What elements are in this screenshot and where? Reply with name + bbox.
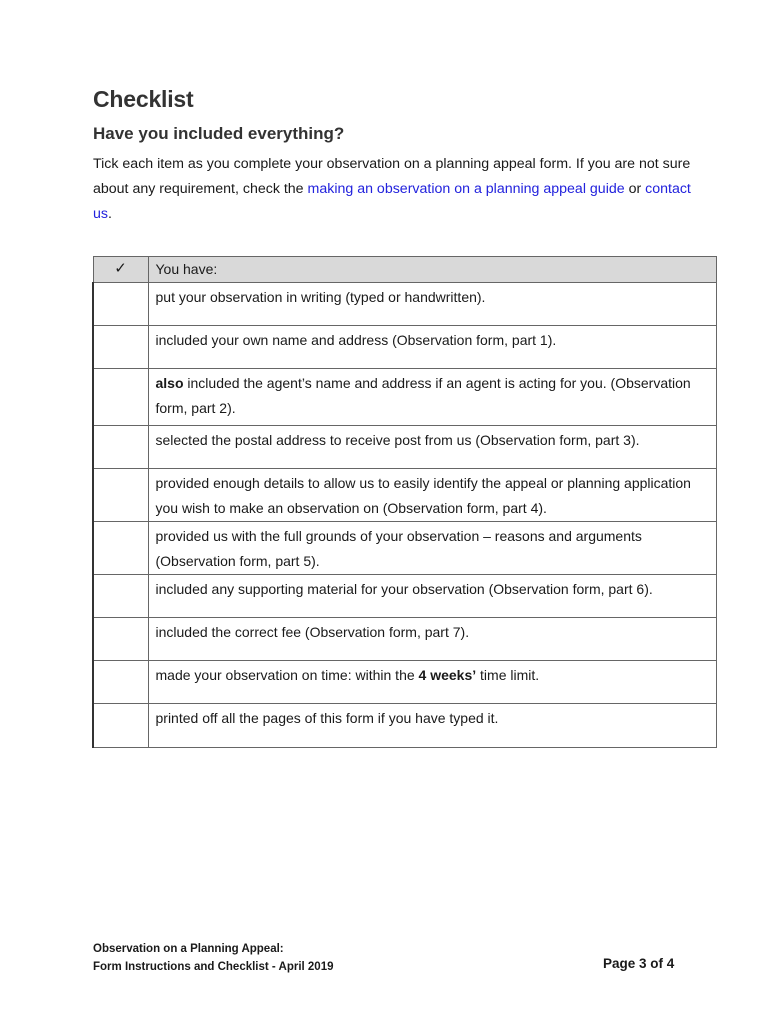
checklist-item-text: provided enough details to allow us to easily identify the appeal or planning application you wish to make an observation on (Observation form, part 4). [155, 475, 691, 516]
page-subtitle: Have you included everything? [93, 124, 345, 143]
checklist-item-text: included the correct fee (Observation form, part 7). [155, 624, 470, 640]
intro-text-3: . [107, 206, 112, 222]
footer-line-1: Observation on a Planning Appeal: [93, 943, 284, 955]
checklist-row [93, 469, 717, 522]
checklist-item-text: included the agent’s name and address if an agent is acting for you. (Observation form, part 2). [155, 375, 691, 416]
checklist-row [93, 326, 717, 369]
checklist-row [93, 522, 717, 575]
footer-line-2: Form Instructions and Checklist - April 2019 [93, 961, 334, 973]
checklist-checkbox-2[interactable] [93, 326, 148, 369]
checklist-item-5 [148, 469, 717, 522]
checklist-checkbox-10[interactable] [93, 704, 148, 748]
checklist-row [93, 704, 717, 748]
checklist-item-text: selected the postal address to receive post from us (Observation form, part 3). [155, 432, 640, 448]
checklist-item-7 [148, 575, 717, 618]
checklist-item-3 [148, 369, 717, 426]
checklist-checkbox-9[interactable] [93, 661, 148, 704]
checklist-row [93, 618, 717, 661]
checklist-item-8 [148, 618, 717, 661]
checkmark-icon: ✓ [114, 260, 127, 277]
checklist-item-bold: 4 weeks’ [418, 667, 477, 683]
checklist-item-text: included any supporting material for your observation (Observation form, part 6). [155, 581, 653, 597]
checklist-item-4 [148, 426, 717, 469]
checklist-row [93, 283, 717, 326]
checklist-item-text: printed off all the pages of this form if you have typed it. [155, 710, 499, 726]
you-have-header: You have: [148, 257, 717, 283]
intro-text-2: or [624, 181, 646, 197]
checklist-item-tail: time limit. [476, 667, 540, 683]
checklist-header-row [93, 257, 717, 283]
checklist-checkbox-4[interactable] [93, 426, 148, 469]
checklist-item-text: included your own name and address (Observation form, part 1). [155, 332, 557, 348]
intro-text-1: Tick each item as you complete your observation on a planning appeal form. If you are not sure about any requirement, check the [93, 156, 691, 197]
page-number: Page 3 of 4 [603, 956, 675, 971]
tick-column-header [93, 257, 148, 283]
checklist-row [93, 426, 717, 469]
checklist-item-bold: also [155, 375, 184, 391]
intro-paragraph [93, 152, 693, 227]
checklist-checkbox-7[interactable] [93, 575, 148, 618]
checklist-row [93, 369, 717, 426]
checklist-checkbox-1[interactable] [93, 283, 148, 326]
checklist-item-1 [148, 283, 717, 326]
checklist-item-9 [148, 661, 717, 704]
checklist-item-10 [148, 704, 717, 748]
checklist-checkbox-3[interactable] [93, 369, 148, 426]
checklist-table [92, 256, 717, 748]
checklist-checkbox-5[interactable] [93, 469, 148, 522]
checklist-item-text: provided us with the full grounds of your observation – reasons and arguments (Observation form, part 5). [155, 528, 642, 569]
checklist-item-6 [148, 522, 717, 575]
checklist-item-2 [148, 326, 717, 369]
page-title: Checklist [93, 86, 194, 112]
checklist-checkbox-6[interactable] [93, 522, 148, 575]
contact-us-link[interactable]: contact us [93, 181, 691, 222]
checklist-item-text: put your observation in writing (typed or handwritten). [155, 289, 486, 305]
observation-guide-link[interactable]: making an observation on a planning appeal guide [307, 181, 625, 197]
checklist-item-text: made your observation on time: within the [155, 667, 419, 683]
checklist-row [93, 575, 717, 618]
checklist-row [93, 661, 717, 704]
footer-title [93, 940, 334, 976]
checklist-checkbox-8[interactable] [93, 618, 148, 661]
